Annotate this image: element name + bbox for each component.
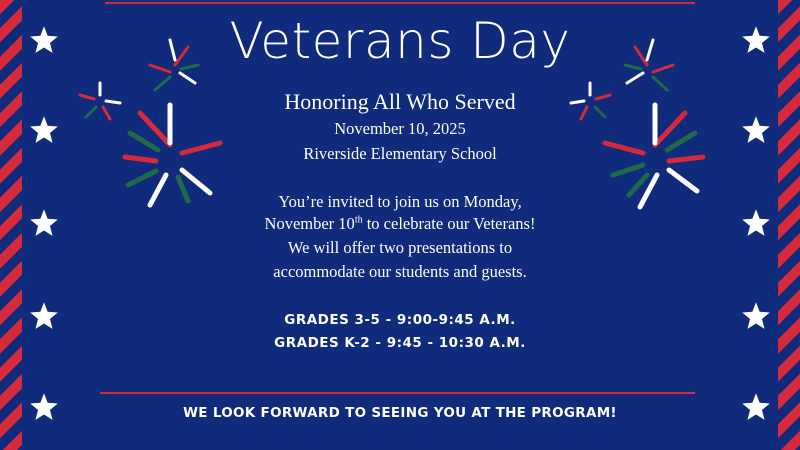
subtitle: Honoring All Who Served — [284, 89, 516, 114]
schedule-item: GRADES 3-5 - 9:00-9:45 A.M. — [284, 312, 516, 328]
invite-line-2: November 10th to celebrate our Veterans! — [264, 214, 536, 233]
school-name: Riverside Elementary School — [303, 144, 497, 163]
footer-message: WE LOOK FORWARD TO SEEING YOU AT THE PROGRAM! — [183, 405, 617, 421]
event-date: November 10, 2025 — [334, 119, 466, 138]
invite-line-1: You’re invited to join us on Monday, — [278, 192, 522, 211]
bottom-divider — [100, 392, 695, 394]
top-divider — [105, 2, 695, 4]
schedule-item: GRADES K-2 - 9:45 - 10:30 A.M. — [274, 335, 526, 351]
page-title: Veterans Day — [229, 12, 571, 70]
invite-line-3: We will offer two presentations to — [287, 238, 513, 257]
invite-line-4: accommodate our students and guests. — [273, 262, 527, 281]
